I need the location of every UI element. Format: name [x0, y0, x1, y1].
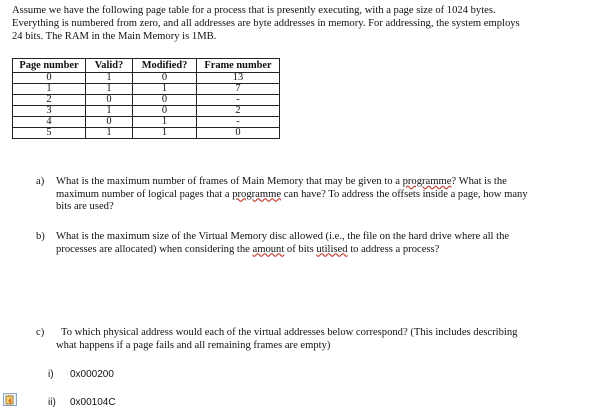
paste-options-icon[interactable] [3, 393, 17, 406]
header-valid: Valid? [86, 59, 133, 73]
question-c-text-2: what happens if a page fails and all remaining frames are empty) [56, 339, 331, 351]
intro-paragraph [12, 4, 600, 43]
spellcheck-word: utilised [316, 243, 348, 255]
question-c-label: c) [36, 327, 45, 338]
cell-valid: 1 [86, 84, 133, 95]
item-number: i) [48, 369, 54, 380]
cell-modified: 1 [133, 128, 197, 139]
cell-page: 1 [13, 84, 86, 95]
cell-frame: 7 [197, 84, 280, 95]
question-a-text-2: maximum number of logical pages that a [56, 188, 233, 200]
page-table [12, 58, 280, 139]
item-value: 0x00104C [70, 397, 116, 408]
table-row [13, 128, 280, 139]
header-frame-number: Frame number [197, 59, 280, 73]
cell-valid: 1 [86, 106, 133, 117]
item-value: 0x000200 [70, 369, 114, 380]
question-b-text-2b: of bits [284, 243, 317, 255]
question-b-text-2c: to address a process? [347, 243, 440, 255]
table-row [13, 84, 280, 95]
table-row [13, 117, 280, 128]
cell-modified: 0 [133, 106, 197, 117]
cell-modified: 1 [133, 84, 197, 95]
question-a-text-2b: can have? To address the offsets inside a page, how many [281, 188, 528, 200]
cell-page: 3 [13, 106, 86, 117]
cell-page: 4 [13, 117, 86, 128]
table-row [13, 95, 280, 106]
intro-line-1: Assume we have the following page table for a process that is presently executing, with a page size of 1024 bytes. [12, 5, 496, 16]
spellcheck-word: amount [252, 243, 285, 255]
question-a-text-3: bits are used? [56, 201, 114, 212]
cell-page: 0 [13, 73, 86, 84]
cell-frame: - [197, 117, 280, 128]
question-b-text-2: processes are allocated) when considering the [56, 243, 253, 255]
spellcheck-word: programme [402, 176, 452, 187]
question-c-text-1: To which physical address would each of the virtual addresses below correspond? (This includes describing [61, 327, 518, 338]
question-b-text-1: What is the maximum size of the Virtual Memory disc allowed (i.e., the file on the hard drive where all the [56, 231, 510, 242]
header-page-number: Page number [13, 59, 86, 73]
cell-frame: 2 [197, 106, 280, 117]
cell-modified: 0 [133, 95, 197, 106]
item-number: ii) [48, 397, 56, 408]
cell-page: 5 [13, 128, 86, 139]
question-a-text-1: What is the maximum number of frames of Main Memory that may be given to a [56, 176, 403, 187]
table-row [13, 73, 280, 84]
question-b-label: b) [36, 231, 45, 242]
question-a-text-1b: ? What is the [451, 176, 507, 187]
intro-line-2: Everything is numbered from zero, and all addresses are byte addresses in memory. For addressing, the system employs [12, 18, 520, 29]
cell-page: 2 [13, 95, 86, 106]
cell-frame: 13 [197, 73, 280, 84]
cell-valid: 0 [86, 117, 133, 128]
table-row [13, 106, 280, 117]
list-item [48, 397, 116, 408]
page-table-header-row [13, 59, 280, 73]
cell-modified: 0 [133, 73, 197, 84]
cell-valid: 1 [86, 73, 133, 84]
cell-valid: 1 [86, 128, 133, 139]
cell-frame: 0 [197, 128, 280, 139]
cell-modified: 1 [133, 117, 197, 128]
header-modified: Modified? [133, 59, 197, 73]
cell-valid: 0 [86, 95, 133, 106]
list-item [48, 369, 114, 380]
cell-frame: - [197, 95, 280, 106]
spellcheck-word: programme [232, 188, 282, 200]
question-a-label: a) [36, 176, 45, 187]
intro-line-3: 24 bits. The RAM in the Main Memory is 1MB. [12, 31, 217, 42]
